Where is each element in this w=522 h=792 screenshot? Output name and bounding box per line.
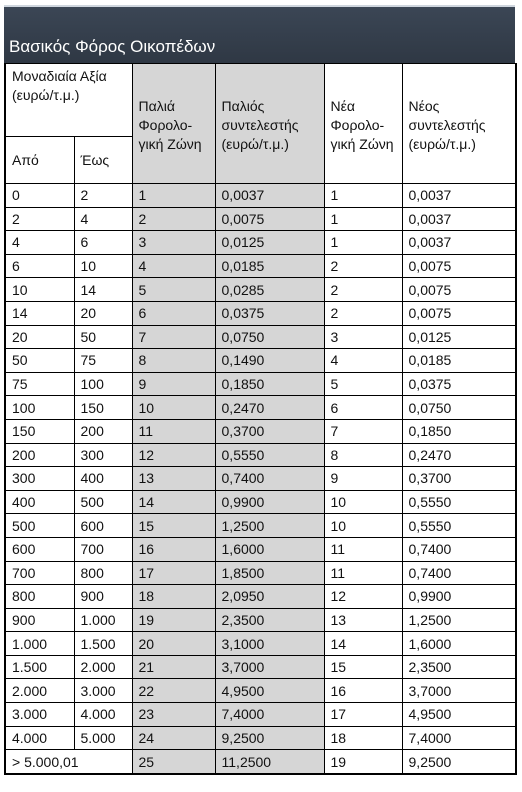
header-old-zone: Παλιά Φορολο-γική Ζώνη <box>132 64 215 184</box>
cell-new-coef: 0,0075 <box>402 254 516 278</box>
cell-new-zone: 13 <box>324 608 402 632</box>
cell-from: 150 <box>5 419 74 443</box>
cell-old-coef: 0,3700 <box>215 419 324 443</box>
cell-new-coef: 0,0037 <box>402 184 516 208</box>
cell-new-coef: 0,2470 <box>402 443 516 467</box>
header-to: Έως <box>74 137 132 184</box>
cell-to: 100 <box>74 372 132 396</box>
cell-new-zone: 8 <box>324 443 402 467</box>
cell-new-zone: 7 <box>324 419 402 443</box>
cell-to: 5.000 <box>74 726 132 750</box>
cell-new-coef: 0,3700 <box>402 467 516 491</box>
cell-new-coef: 0,0125 <box>402 325 516 349</box>
cell-old-zone: 20 <box>132 632 215 656</box>
cell-new-zone: 16 <box>324 679 402 703</box>
cell-new-coef: 0,0075 <box>402 278 516 302</box>
cell-old-coef: 9,2500 <box>215 726 324 750</box>
cell-old-zone: 4 <box>132 254 215 278</box>
cell-new-coef: 0,0750 <box>402 396 516 420</box>
cell-from: 50 <box>5 349 74 373</box>
table-row <box>5 184 516 208</box>
cell-to: 14 <box>74 278 132 302</box>
table-row <box>5 301 516 325</box>
cell-old-coef: 0,0125 <box>215 231 324 255</box>
cell-new-zone: 6 <box>324 396 402 420</box>
table-row <box>5 561 516 585</box>
cell-from: 6 <box>5 254 74 278</box>
cell-new-zone: 10 <box>324 490 402 514</box>
cell-from: 200 <box>5 443 74 467</box>
cell-from: 400 <box>5 490 74 514</box>
table-row <box>5 278 516 302</box>
cell-new-coef: 1,2500 <box>402 608 516 632</box>
cell-old-zone: 7 <box>132 325 215 349</box>
cell-new-zone: 2 <box>324 254 402 278</box>
cell-old-coef: 3,7000 <box>215 655 324 679</box>
cell-from: 900 <box>5 608 74 632</box>
cell-to: 600 <box>74 514 132 538</box>
cell-old-zone: 23 <box>132 703 215 727</box>
cell-to: 50 <box>74 325 132 349</box>
cell-old-coef: 0,1850 <box>215 372 324 396</box>
cell-to: 2 <box>74 184 132 208</box>
header-unit-value: Μοναδιαία Αξία (ευρώ/τ.μ.) <box>5 64 132 137</box>
cell-old-coef: 0,9900 <box>215 490 324 514</box>
cell-to: 75 <box>74 349 132 373</box>
cell-new-zone: 2 <box>324 278 402 302</box>
cell-new-zone: 18 <box>324 726 402 750</box>
table-row <box>5 490 516 514</box>
table-row <box>5 467 516 491</box>
table-row <box>5 703 516 727</box>
cell-old-zone: 21 <box>132 655 215 679</box>
cell-old-zone: 10 <box>132 396 215 420</box>
table-row <box>5 537 516 561</box>
cell-from: 800 <box>5 585 74 609</box>
cell-to: 10 <box>74 254 132 278</box>
cell-old-coef: 0,0185 <box>215 254 324 278</box>
cell-old-zone: 6 <box>132 301 215 325</box>
cell-old-coef: 0,0375 <box>215 301 324 325</box>
table-row <box>5 750 516 774</box>
table-row <box>5 585 516 609</box>
cell-new-coef: 0,0375 <box>402 372 516 396</box>
cell-new-coef: 0,0037 <box>402 207 516 231</box>
cell-new-coef: 0,1850 <box>402 419 516 443</box>
cell-old-zone: 3 <box>132 231 215 255</box>
cell-new-zone: 4 <box>324 349 402 373</box>
cell-old-coef: 1,2500 <box>215 514 324 538</box>
cell-from: 10 <box>5 278 74 302</box>
cell-new-coef: 4,9500 <box>402 703 516 727</box>
cell-new-zone: 1 <box>324 184 402 208</box>
cell-to: 400 <box>74 467 132 491</box>
cell-from: 700 <box>5 561 74 585</box>
cell-old-zone: 2 <box>132 207 215 231</box>
cell-old-coef: 0,0285 <box>215 278 324 302</box>
cell-old-zone: 8 <box>132 349 215 373</box>
cell-old-zone: 19 <box>132 608 215 632</box>
cell-old-coef: 1,6000 <box>215 537 324 561</box>
table-row <box>5 419 516 443</box>
cell-old-coef: 0,7400 <box>215 467 324 491</box>
cell-old-coef: 2,3500 <box>215 608 324 632</box>
header-from: Από <box>5 137 74 184</box>
cell-from: 2 <box>5 207 74 231</box>
cell-new-zone: 5 <box>324 372 402 396</box>
cell-new-zone: 12 <box>324 585 402 609</box>
cell-to: 3.000 <box>74 679 132 703</box>
cell-old-zone: 5 <box>132 278 215 302</box>
cell-old-zone: 22 <box>132 679 215 703</box>
cell-from: 600 <box>5 537 74 561</box>
table-row <box>5 349 516 373</box>
cell-old-coef: 1,8500 <box>215 561 324 585</box>
cell-to: 1.500 <box>74 632 132 656</box>
cell-old-coef: 0,2470 <box>215 396 324 420</box>
cell-new-coef: 0,5550 <box>402 514 516 538</box>
cell-old-coef: 0,0750 <box>215 325 324 349</box>
cell-from: 14 <box>5 301 74 325</box>
table-row <box>5 207 516 231</box>
table-row <box>5 396 516 420</box>
cell-old-zone: 14 <box>132 490 215 514</box>
table-row <box>5 679 516 703</box>
cell-new-zone: 17 <box>324 703 402 727</box>
table-row <box>5 632 516 656</box>
table-row <box>5 325 516 349</box>
cell-old-zone: 18 <box>132 585 215 609</box>
cell-old-zone: 13 <box>132 467 215 491</box>
cell-from: 300 <box>5 467 74 491</box>
cell-old-coef: 7,4000 <box>215 703 324 727</box>
cell-new-zone: 19 <box>324 750 402 774</box>
cell-new-zone: 2 <box>324 301 402 325</box>
cell-old-coef: 0,0075 <box>215 207 324 231</box>
cell-from: 2.000 <box>5 679 74 703</box>
table-row <box>5 231 516 255</box>
cell-to: 500 <box>74 490 132 514</box>
cell-from: 1.500 <box>5 655 74 679</box>
cell-old-zone: 9 <box>132 372 215 396</box>
table-row <box>5 514 516 538</box>
cell-to: 4 <box>74 207 132 231</box>
cell-new-coef: 1,6000 <box>402 632 516 656</box>
cell-from: 1.000 <box>5 632 74 656</box>
cell-to: 700 <box>74 537 132 561</box>
cell-from: 3.000 <box>5 703 74 727</box>
cell-old-zone: 1 <box>132 184 215 208</box>
cell-old-coef: 0,0037 <box>215 184 324 208</box>
cell-old-zone: 11 <box>132 419 215 443</box>
cell-to: 150 <box>74 396 132 420</box>
table-row <box>5 608 516 632</box>
cell-new-coef: 0,7400 <box>402 537 516 561</box>
cell-to: 1.000 <box>74 608 132 632</box>
cell-to: 20 <box>74 301 132 325</box>
cell-to: 2.000 <box>74 655 132 679</box>
cell-to: 4.000 <box>74 703 132 727</box>
header-new-coef: Νέος συντελεστής (ευρώ/τ.μ.) <box>402 64 516 184</box>
cell-new-zone: 10 <box>324 514 402 538</box>
cell-from: 4.000 <box>5 726 74 750</box>
cell-to: 900 <box>74 585 132 609</box>
cell-new-coef: 0,9900 <box>402 585 516 609</box>
tax-table <box>4 63 517 775</box>
table-row <box>5 254 516 278</box>
header-old-coef: Παλιός συντελεστής (ευρώ/τ.μ.) <box>215 64 324 184</box>
cell-new-zone: 1 <box>324 231 402 255</box>
table-row <box>5 372 516 396</box>
cell-old-zone: 16 <box>132 537 215 561</box>
cell-old-coef: 2,0950 <box>215 585 324 609</box>
cell-new-zone: 11 <box>324 537 402 561</box>
cell-old-zone: 12 <box>132 443 215 467</box>
cell-new-zone: 11 <box>324 561 402 585</box>
cell-new-coef: 0,0075 <box>402 301 516 325</box>
header-new-zone: Νέα Φορολο-γική Ζώνη <box>324 64 402 184</box>
cell-old-zone: 15 <box>132 514 215 538</box>
cell-from: > 5.000,01 <box>5 750 132 774</box>
cell-new-coef: 0,0185 <box>402 349 516 373</box>
table-body <box>5 184 516 774</box>
table-title: Βασικός Φόρος Οικοπέδων <box>4 5 515 63</box>
cell-old-zone: 17 <box>132 561 215 585</box>
table-row <box>5 655 516 679</box>
cell-new-zone: 15 <box>324 655 402 679</box>
cell-new-coef: 7,4000 <box>402 726 516 750</box>
cell-old-coef: 0,5550 <box>215 443 324 467</box>
cell-from: 100 <box>5 396 74 420</box>
cell-old-coef: 4,9500 <box>215 679 324 703</box>
cell-new-coef: 9,2500 <box>402 750 516 774</box>
cell-old-zone: 25 <box>132 750 215 774</box>
cell-from: 500 <box>5 514 74 538</box>
cell-from: 4 <box>5 231 74 255</box>
table-row <box>5 443 516 467</box>
cell-to: 300 <box>74 443 132 467</box>
cell-new-coef: 0,5550 <box>402 490 516 514</box>
cell-to: 800 <box>74 561 132 585</box>
cell-new-coef: 2,3500 <box>402 655 516 679</box>
cell-new-zone: 9 <box>324 467 402 491</box>
cell-to: 200 <box>74 419 132 443</box>
cell-from: 20 <box>5 325 74 349</box>
cell-new-zone: 1 <box>324 207 402 231</box>
cell-old-coef: 3,1000 <box>215 632 324 656</box>
cell-new-coef: 0,7400 <box>402 561 516 585</box>
cell-old-coef: 11,2500 <box>215 750 324 774</box>
table-row <box>5 726 516 750</box>
cell-from: 0 <box>5 184 74 208</box>
cell-new-coef: 0,0037 <box>402 231 516 255</box>
cell-from: 75 <box>5 372 74 396</box>
cell-to: 6 <box>74 231 132 255</box>
cell-new-zone: 14 <box>324 632 402 656</box>
cell-old-zone: 24 <box>132 726 215 750</box>
cell-old-coef: 0,1490 <box>215 349 324 373</box>
cell-new-coef: 3,7000 <box>402 679 516 703</box>
cell-new-zone: 3 <box>324 325 402 349</box>
